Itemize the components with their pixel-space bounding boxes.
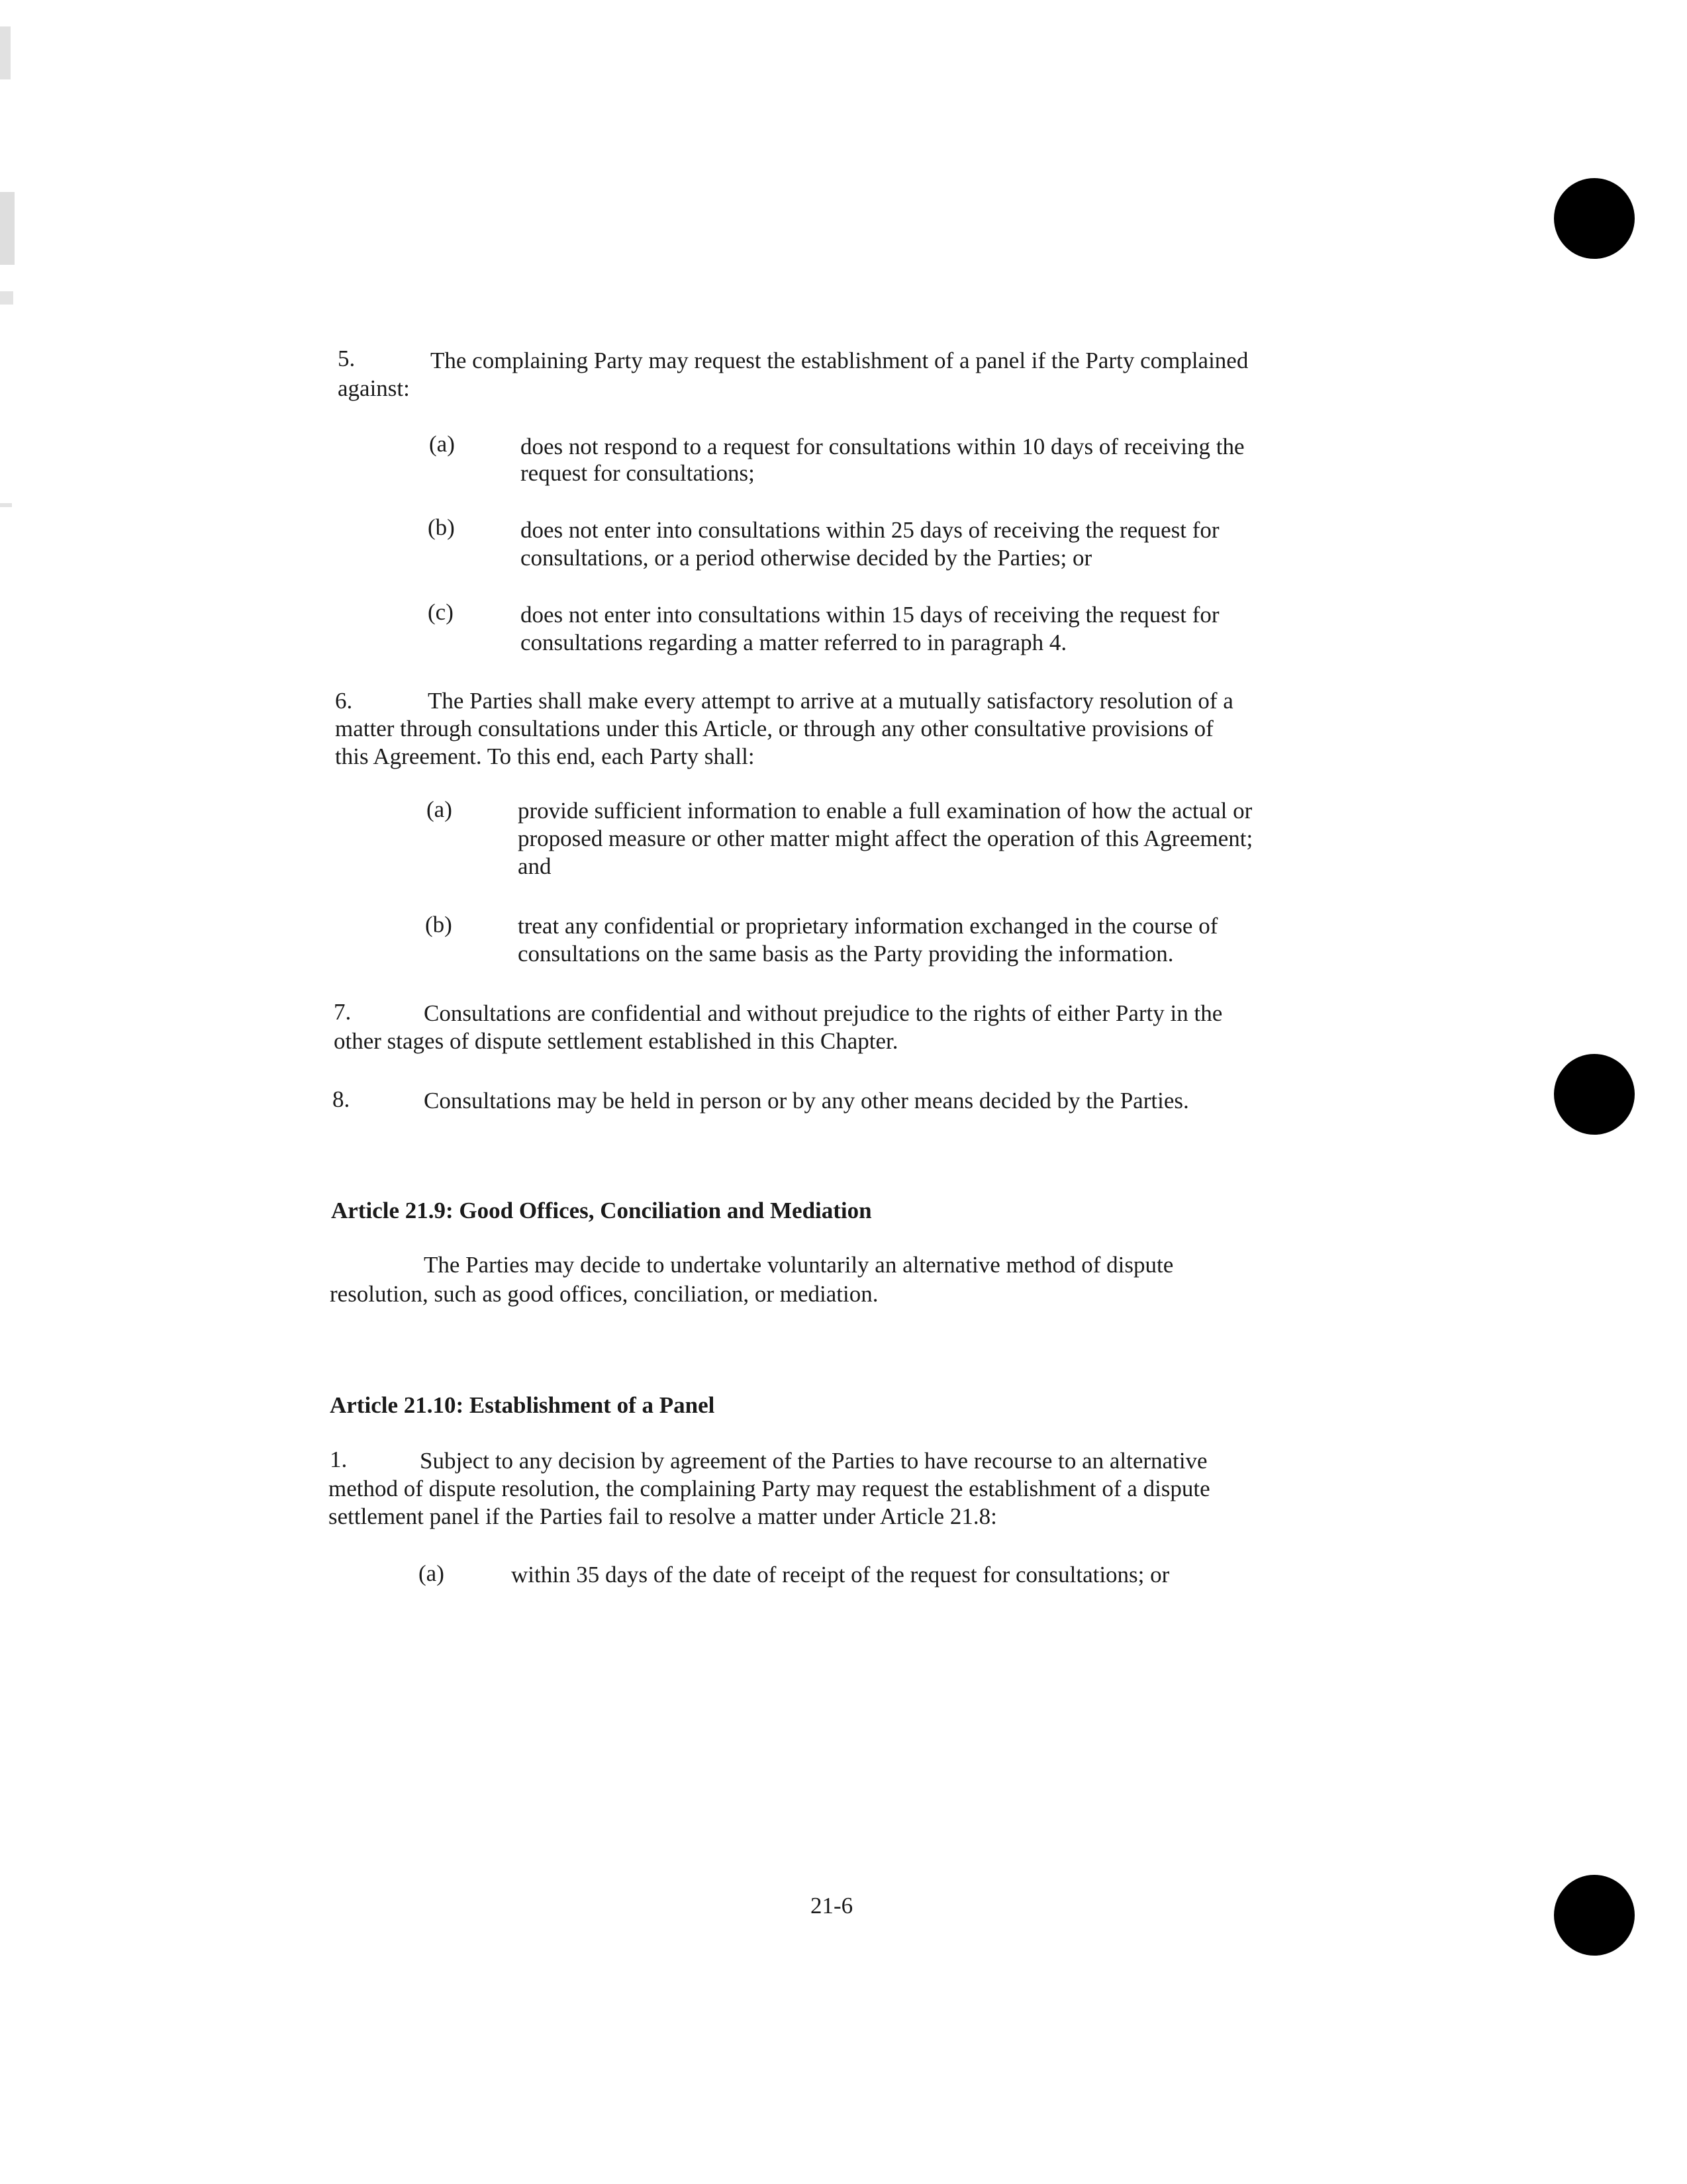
- para5-item-a-label: (a): [429, 431, 455, 457]
- page-number: 21-6: [810, 1893, 853, 1919]
- para5-item-b-label: (b): [428, 514, 455, 540]
- para6-item-b-label: (b): [425, 912, 452, 937]
- para6-line3: this Agreement. To this end, each Party shall:: [335, 743, 755, 769]
- para7-line2: other stages of dispute settlement established in this Chapter.: [334, 1028, 898, 1054]
- para6-item-b-line2: consultations on the same basis as the Party providing the information.: [518, 941, 1174, 967]
- para6-item-a-line3: and: [518, 853, 552, 879]
- article-21-10-para1-line3: settlement panel if the Parties fail to resolve a matter under Article 21.8:: [328, 1503, 997, 1529]
- para7-line1: Consultations are confidential and without prejudice to the rights of either Party in the: [424, 1000, 1223, 1026]
- article-21-10-para1-line2: method of dispute resolution, the complaining Party may request the establishment of a dispute: [328, 1476, 1210, 1501]
- scan-artifact: [0, 26, 11, 79]
- punch-hole-top: [1554, 178, 1635, 259]
- para6-line2: matter through consultations under this Article, or through any other consultative provisions of: [335, 716, 1214, 741]
- para5-line2: against:: [338, 375, 410, 401]
- punch-hole-bottom: [1554, 1875, 1635, 1956]
- article-21-10-para1-line1: Subject to any decision by agreement of the Parties to have recourse to an alternative: [420, 1448, 1208, 1474]
- article-21-9-line2: resolution, such as good offices, conciliation, or mediation.: [330, 1281, 879, 1307]
- scan-artifact: [0, 503, 12, 507]
- para6-item-a-line1: provide sufficient information to enable a full examination of how the actual or: [518, 798, 1253, 824]
- scan-artifact: [0, 192, 15, 265]
- article-21-10-item-a-label: (a): [418, 1560, 444, 1586]
- para6-item-a-label: (a): [426, 796, 452, 822]
- para6-item-a-line2: proposed measure or other matter might affect the operation of this Agreement;: [518, 826, 1253, 851]
- article-21-9-heading: Article 21.9: Good Offices, Conciliation and Mediation: [331, 1198, 872, 1223]
- para6-number: 6.: [335, 688, 353, 714]
- para8-line1: Consultations may be held in person or by any other means decided by the Parties.: [424, 1088, 1189, 1114]
- para5-item-a-line1: does not respond to a request for consultations within 10 days of receiving the: [520, 434, 1245, 459]
- para7-number: 7.: [334, 999, 352, 1025]
- para5-item-a-line2: request for consultations;: [520, 460, 755, 486]
- para6-item-b-line1: treat any confidential or proprietary information exchanged in the course of: [518, 913, 1218, 939]
- article-21-10-item-a-line1: within 35 days of the date of receipt of the request for consultations; or: [511, 1562, 1170, 1588]
- para5-item-b-line1: does not enter into consultations within 25 days of receiving the request for: [520, 517, 1220, 543]
- para5-item-b-line2: consultations, or a period otherwise decided by the Parties; or: [520, 545, 1092, 571]
- article-21-9-line1: The Parties may decide to undertake voluntarily an alternative method of dispute: [424, 1252, 1174, 1278]
- para5-item-c-line2: consultations regarding a matter referred to in paragraph 4.: [520, 630, 1067, 655]
- para5-item-c-line1: does not enter into consultations within 15 days of receiving the request for: [520, 602, 1220, 628]
- article-21-10-heading: Article 21.10: Establishment of a Panel: [330, 1392, 715, 1418]
- punch-hole-middle: [1554, 1054, 1635, 1135]
- para5-item-c-label: (c): [428, 599, 454, 625]
- article-21-10-para1-number: 1.: [330, 1447, 348, 1472]
- scan-artifact: [0, 291, 13, 305]
- para5-line1: The complaining Party may request the establishment of a panel if the Party complained: [430, 348, 1249, 373]
- para8-number: 8.: [332, 1086, 350, 1112]
- para6-line1: The Parties shall make every attempt to arrive at a mutually satisfactory resolution of a: [428, 688, 1233, 714]
- para5-number: 5.: [338, 346, 356, 371]
